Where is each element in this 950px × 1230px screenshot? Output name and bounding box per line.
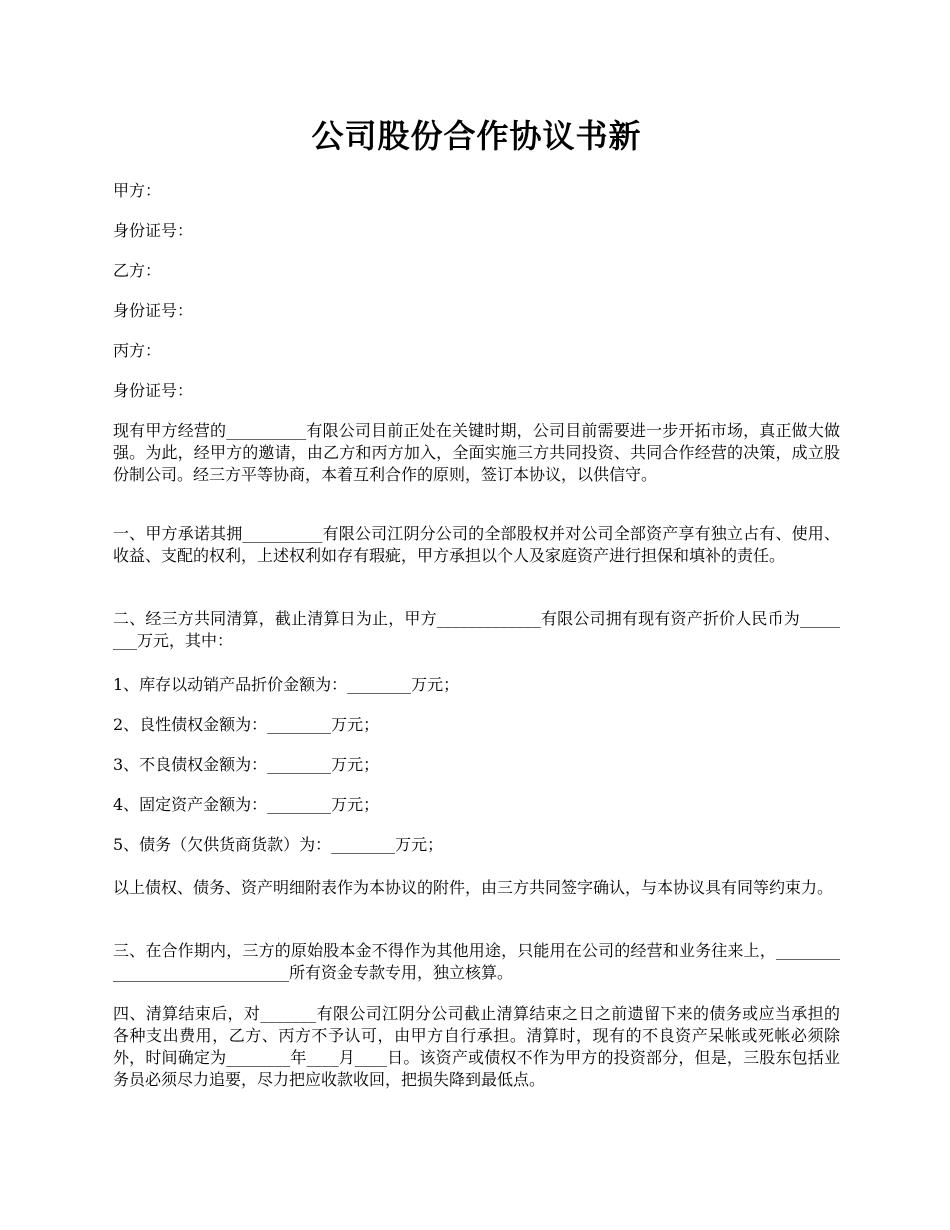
asset-item-4: 4、固定资产金额为：________万元； xyxy=(113,795,380,814)
clause-1-paragraph: 一、甲方承诺其拥__________有限公司江阴分公司的全部股权并对公司全部资产享有独立占有、使用、收益、支配的权利，上述权利如存有瑕疵，甲方承担以个人及家庭资产进行担保和填补的责任。 xyxy=(113,524,840,565)
party-b-id-line: 身份证号： xyxy=(113,301,194,320)
asset-item-3: 3、不良债权金额为：________万元； xyxy=(113,755,380,774)
party-c-line: 丙方： xyxy=(113,341,162,360)
party-a-line: 甲方： xyxy=(113,181,162,200)
document-title: 公司股份合作协议书新 xyxy=(311,117,642,155)
party-c-id-line: 身份证号： xyxy=(113,381,194,400)
clause-2-paragraph: 二、经三方共同清算，截止清算日为止，甲方_____________有限公司拥有现有资产折价人民币为________万元，其中： xyxy=(113,609,840,650)
asset-item-5: 5、债务（欠供货商货款）为：________万元； xyxy=(113,835,444,854)
attachment-note-paragraph: 以上债权、债务、资产明细附表作为本协议的附件，由三方共同签字确认，与本协议具有同等约束力。 xyxy=(113,878,834,897)
party-a-id-line: 身份证号： xyxy=(113,221,194,240)
clause-3-paragraph: 三、在合作期内，三方的原始股本金不得作为其他用途，只能用在公司的经营和业务往来上，______________________________所有资金专款专用，独立核算。 xyxy=(113,941,840,982)
party-b-line: 乙方： xyxy=(113,261,162,280)
clause-4-paragraph: 四、清算结束后，对_______有限公司江阴分公司截止清算结束之日之前遗留下来的债务或应当承担的各种支出费用，乙方、丙方不予认可，由甲方自行承担。清算时，现有的不良资产呆帐或死帐必须除外，时间确定为________年____月____日。该资产或债权不作为甲方的投资部分，但是，三股东包括业务员必须尽力追要，尽力把应收款收回，把损失降到最低点。 xyxy=(113,1004,840,1089)
asset-item-1: 1、库存以动销产品折价金额为：________万元； xyxy=(113,675,460,694)
asset-item-2: 2、良性债权金额为：________万元； xyxy=(113,715,380,734)
intro-paragraph: 现有甲方经营的__________有限公司目前正处在关键时期，公司目前需要进一步开拓市场，真正做大做强。为此，经甲方的邀请，由乙方和丙方加入，全面实施三方共同投资、共同合作经营的决策，成立股份制公司。经三方平等协商，本着互利合作的原则，签订本协议，以供信守。 xyxy=(113,421,840,484)
